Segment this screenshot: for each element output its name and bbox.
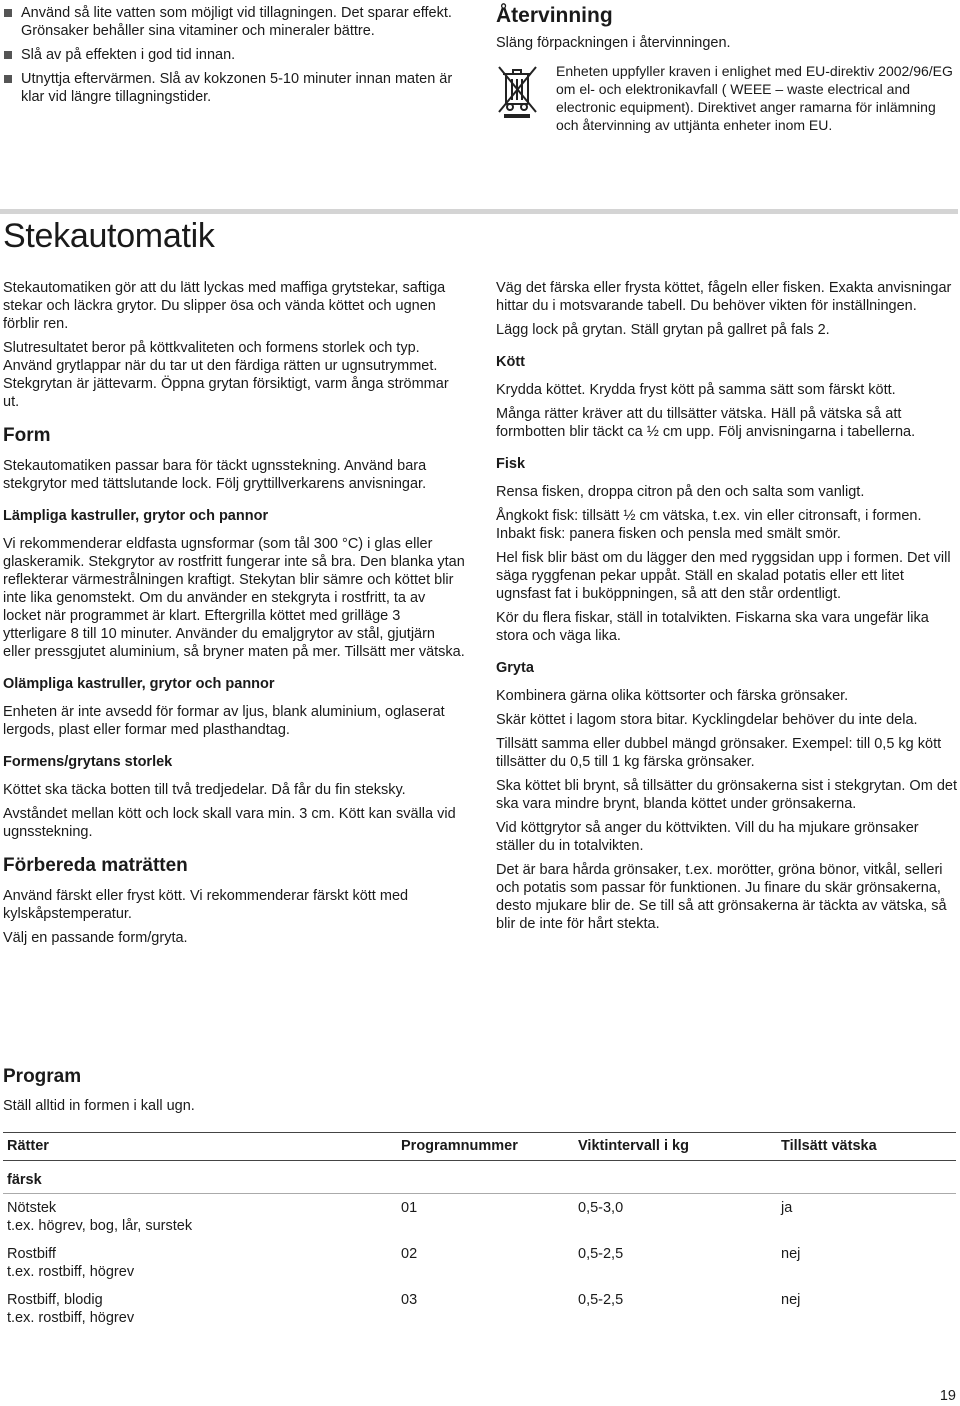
recycling-subtitle: Släng förpackningen i återvinningen. xyxy=(496,35,731,51)
weee-text: Enheten uppfyller kraven i enlighet med EU-direktiv 2002/96/EG om el- och elektronikavfall ( WEEE – waste electrical and electronic equipment). Direktivet anger ramarna för inlämning och återvinning av uttjänta enheter inom EU. xyxy=(556,63,953,133)
intro-paragraph: Väg det färska eller frysta köttet, fågeln eller fisken. Exakta anvisningar hittar du i motsvarande tabell. Du behöver vikten för inställningen. xyxy=(496,280,952,314)
intro-paragraph: Slutresultatet beror på köttkvaliteten och formens storlek och typ. Använd grytlappar när du tar ut den färdiga rätten ur ugnsutrymmet. Stekgrytan är jättevarm. Öppna grytan försiktigt, varm ånga strömmar ut. xyxy=(3,340,449,410)
prep-paragraph: Använd färskt eller fryst kött. Vi rekommenderar färskt kött med kylskåpstemperatur. xyxy=(3,888,409,922)
header-program: Programnummer xyxy=(397,1133,574,1161)
stew-paragraph: Vid köttgrytor så anger du köttvikten. Vill du ha mjukare grönsaker ställer du in totalvikten. xyxy=(496,820,919,854)
fish-paragraph: Kör du flera fiskar, ställ in totalvikten. Fiskarna ska vara ungefär lika stora och väga lika. xyxy=(496,610,929,644)
meat-paragraph: Många rätter kräver att du tillsätter vätska. Häll på vätska så att formbotten blir täckt ca ½ cm upp. Följ anvisningarna i tabellerna. xyxy=(496,406,916,440)
fish-paragraph: Rensa fisken, droppa citron på den och salta som vanligt. xyxy=(496,484,865,500)
stew-paragraph: Skär köttet i lagom stora bitar. Kycklingdelar behöver du inte dela. xyxy=(496,712,918,728)
intro-paragraph: Lägg lock på grytan. Ställ grytan på gallret på fals 2. xyxy=(496,322,830,338)
table-row xyxy=(3,1194,956,1241)
size-paragraph: Avståndet mellan kött och lock skall vara min. 3 cm. Kött kan svälla vid ugnsstekning. xyxy=(3,806,456,840)
suitable-heading: Lämpliga kastruller, grytor och pannor xyxy=(3,508,269,524)
page-number: 19 xyxy=(939,1388,956,1404)
fish-paragraph: Ångkokt fisk: tillsätt ½ cm vätska, t.ex. vin eller citronsaft, i formen. xyxy=(496,508,922,524)
table-row xyxy=(3,1286,956,1332)
section-title: Stekautomatik xyxy=(3,217,215,255)
stew-paragraph: Ska köttet bli brynt, så tillsätter du grönsakerna sist i stekgrytan. Om det ska vara mindre brynt, blanda köttet under grönsakerna. xyxy=(496,778,957,812)
recycling-title: Återvinning xyxy=(496,4,613,27)
right-column xyxy=(496,279,958,939)
meat-heading: Kött xyxy=(496,354,525,370)
table-group-row xyxy=(3,1161,956,1194)
dish-cell xyxy=(3,1240,397,1286)
form-heading: Form xyxy=(3,425,51,446)
dish-note: t.ex. rostbiff, högrev xyxy=(7,1264,135,1280)
dish-name: Rostbiff, blodig xyxy=(7,1292,103,1308)
table-header-row xyxy=(3,1133,956,1161)
prep-paragraph: Välj en passande form/gryta. xyxy=(3,930,188,946)
recycling-section xyxy=(496,4,958,133)
weight-cell: 0,5-3,0 xyxy=(574,1194,777,1241)
fish-paragraph: Hel fisk blir bäst om du lägger den med ryggsidan upp i formen. Det vill säga ryggfenan pekar uppåt. Ställ en skalad potatis eller ett litet ugnsfast fat i buköppningen, så att den står ordentligt. xyxy=(496,550,951,602)
dish-cell xyxy=(3,1194,397,1241)
fish-paragraph: Inbakt fisk: panera fisken och pensla med smält smör. xyxy=(496,526,841,542)
program-cell: 03 xyxy=(401,1292,418,1308)
stew-heading: Gryta xyxy=(496,660,534,676)
suitable-paragraph: Vi rekommenderar eldfasta ugnsformar (som tål 300 °C) i glas eller glaskeramik. Stekgrytor av rostfritt fungerar inte så bra. Den blanka ytan reflekterar värmestrålningen kraftigt. Stekytan blir sämre och köttet blir inte lika genomstekt. Om du använder en stekgryta i rostfritt, ta av locket när programmet är klart. Eftergrilla köttet med grilläge 3 ytterligare 8 till 10 minuter. Använder du emaljgrytor av stål, gjutjärn eller pressgjutet aluminium, så bryner maten på mer. Tillsätt mer vätska. xyxy=(3,536,465,660)
weee-crossed-bin-icon xyxy=(496,62,540,118)
weight-cell: 0,5-2,5 xyxy=(578,1292,624,1308)
stew-paragraph: Det är bara hårda grönsaker, t.ex. morötter, gröna bönor, vitkål, selleri och potatis som passar för funktionen. Ju finare du skär grönsakerna, desto mjukare blir de. Se till så att grönsakerna är täckta av vätska, så blir de inte för hårt stekta. xyxy=(496,862,947,932)
dish-cell xyxy=(3,1286,397,1332)
size-paragraph: Köttet ska täcka botten till två tredjedelar. Då får du fin steksky. xyxy=(3,782,406,798)
fish-heading: Fisk xyxy=(496,456,526,472)
tip-item: Slå av på effekten i god tid innan. xyxy=(2,46,472,64)
unsuitable-heading: Olämpliga kastruller, grytor och pannor xyxy=(3,676,275,692)
program-cell: 01 xyxy=(397,1194,574,1241)
tip-item: Använd så lite vatten som möjligt vid tillagningen. Det sparar effekt. Grönsaker behåller sina vitaminer och mineraler bättre. xyxy=(2,4,472,40)
program-section xyxy=(3,1066,465,1115)
dish-note: t.ex. högrev, bog, lår, surstek xyxy=(7,1218,193,1234)
dish-name: Rostbiff xyxy=(7,1246,56,1262)
dish-name: Nötstek xyxy=(7,1200,57,1216)
table-row xyxy=(3,1240,956,1286)
program-table xyxy=(3,1132,956,1332)
stew-paragraph: Tillsätt samma eller dubbel mängd grönsaker. Exempel: till 0,5 kg kött tillsätter du 0,5 till 1 kg färska grönsaker. xyxy=(496,736,942,770)
tips-list xyxy=(2,4,472,112)
program-heading: Program xyxy=(3,1066,82,1087)
header-weight: Viktintervall i kg xyxy=(574,1133,777,1161)
dish-note: t.ex. rostbiff, högrev xyxy=(7,1310,135,1326)
size-heading: Formens/grytans storlek xyxy=(3,754,173,770)
weight-cell: 0,5-2,5 xyxy=(578,1246,624,1262)
liquid-cell: ja xyxy=(777,1194,956,1241)
unsuitable-paragraph: Enheten är inte avsedd för formar av ljus, blank aluminium, oglaserat lergods, plast eller formar med plasthandtag. xyxy=(3,704,445,738)
form-paragraph: Stekautomatiken passar bara för täckt ugnsstekning. Använd bara stekgrytor med tättslutande lock. Följ gryttillverkarens anvisningar. xyxy=(3,458,427,492)
tip-item: Utnyttja eftervärmen. Slå av kokzonen 5-10 minuter innan maten är klar vid längre tillagningstider. xyxy=(2,70,472,106)
left-column xyxy=(3,279,465,953)
meat-paragraph: Krydda köttet. Krydda fryst kött på samma sätt som färskt kött. xyxy=(496,382,896,398)
section-divider xyxy=(0,209,958,214)
intro-paragraph: Stekautomatiken gör att du lätt lyckas med maffiga grytstekar, saftiga stekar och läckra grytor. Du slipper ösa och vända köttet och ugnen förblir ren. xyxy=(3,280,446,332)
liquid-cell: nej xyxy=(781,1246,801,1262)
program-cell: 02 xyxy=(401,1246,418,1262)
header-liquid: Tillsätt vätska xyxy=(777,1133,956,1161)
header-dish: Rätter xyxy=(3,1133,397,1161)
program-text: Ställ alltid in formen i kall ugn. xyxy=(3,1098,195,1114)
prep-heading: Förbereda maträtten xyxy=(3,855,188,876)
group-label: färsk xyxy=(7,1172,42,1188)
liquid-cell: nej xyxy=(781,1292,801,1308)
stew-paragraph: Kombinera gärna olika köttsorter och färska grönsaker. xyxy=(496,688,849,704)
